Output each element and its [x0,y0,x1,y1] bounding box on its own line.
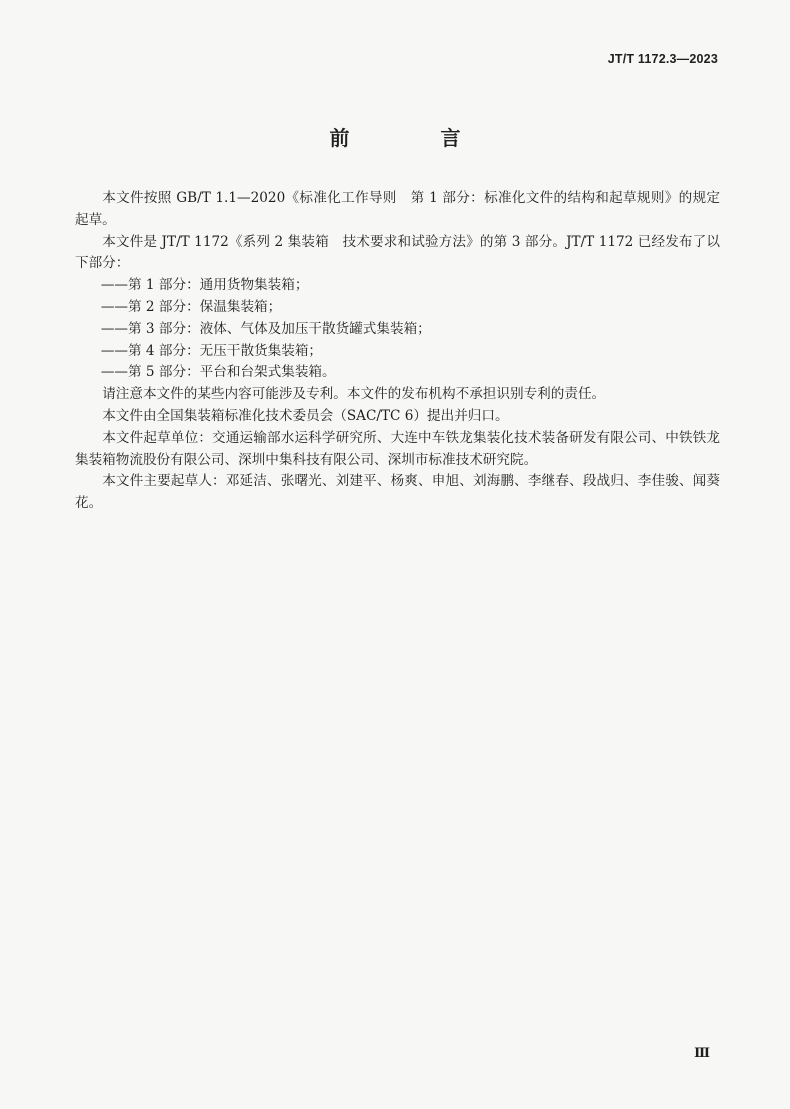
page-title: 前 言 [329,126,503,150]
foreword-body [75,188,720,515]
list-item-part-2: ——第 2 部分：保温集装箱； [100,298,282,315]
list-item-part-4: ——第 4 部分：无压干散货集装箱； [100,342,323,359]
page-number: Ⅲ [694,1046,710,1061]
paragraph-series-intro: 本文件是 JT/T 1172《系列 2 集装箱 技术要求和试验方法》的第 3 部分。JT/T 1172 已经发布了以下部分： [75,233,720,272]
standard-code: JT/T 1172.3—2023 [607,52,718,66]
list-item-part-3: ——第 3 部分：液体、气体及加压干散货罐式集装箱； [100,320,431,337]
list-item-part-1: ——第 1 部分：通用货物集装箱； [100,277,309,294]
paragraph-drafting-basis: 本文件按照 GB/T 1.1—2020《标准化工作导则 第 1 部分：标准化文件的结构和起草规则》的规定起草。 [75,190,720,228]
paragraph-proposer: 本文件由全国集装箱标准化技术委员会（SAC/TC 6）提出并归口。 [102,407,509,424]
paragraph-drafting-units: 本文件起草单位：交通运输部水运科学研究所、大连中车铁龙集装化技术装备研发有限公司、中铁铁龙集装箱物流股份有限公司、深圳中集科技有限公司、深圳市标准技术研究院。 [75,429,720,468]
list-item-part-5: ——第 5 部分：平台和台架式集装箱。 [100,364,336,381]
paragraph-drafters: 本文件主要起草人：邓延洁、张曙光、刘建平、杨爽、申旭、刘海鹏、李继春、段战归、李佳骏、闻葵花。 [75,473,720,512]
paragraph-patent-notice: 请注意本文件的某些内容可能涉及专利。本文件的发布机构不承担识别专利的责任。 [102,386,606,403]
